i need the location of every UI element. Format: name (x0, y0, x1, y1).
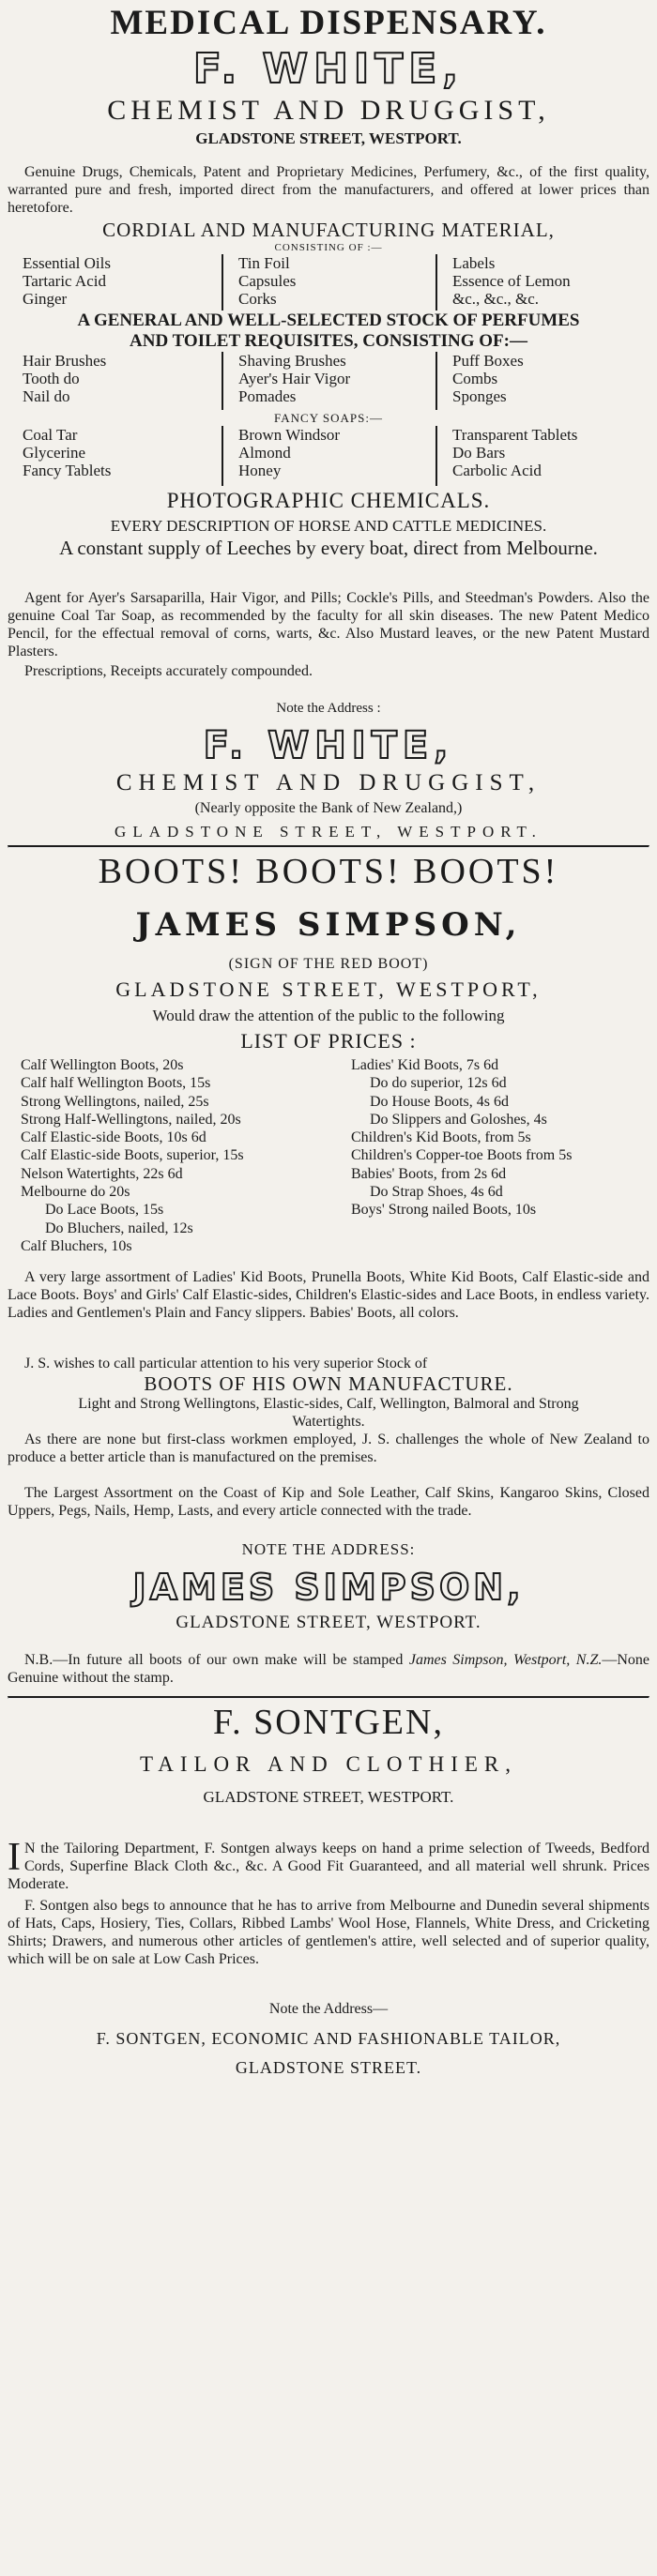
consisting-label: CONSISTING OF :— (274, 242, 383, 253)
list-item: Puff Boxes (452, 352, 524, 370)
soaps-label: FANCY SOAPS:— (274, 411, 383, 425)
list-item: Hair Brushes (23, 352, 107, 370)
toilet-col (8, 352, 222, 410)
list-item: Essential Oils (23, 254, 111, 272)
medical-address: GLADSTONE STREET, WESTPORT. (195, 129, 462, 147)
price-row: Do do superior, 12s 6d (370, 1075, 507, 1092)
cordial-list (8, 254, 649, 311)
toilet-col (435, 352, 649, 410)
tailor-footer-address: GLADSTONE STREET. (235, 2058, 422, 2077)
own-make-heading: BOOTS OF HIS OWN MANUFACTURE. (144, 1372, 513, 1395)
medical-note: Note the Address : (276, 701, 381, 716)
price-row: Boys' Strong nailed Boots, 10s (351, 1202, 537, 1219)
soap-col (435, 426, 649, 486)
simpson-logo-2: JAMES SIMPSON, (132, 1567, 525, 1608)
cordial-col (435, 254, 649, 311)
price-row: Nelson Watertights, 22s 6d (21, 1165, 183, 1182)
list-item: Essence of Lemon (452, 272, 571, 290)
price-row: Strong Wellingtons, nailed, 25s (21, 1093, 209, 1110)
price-list (8, 1056, 649, 1265)
price-row: Do House Boots, 4s 6d (370, 1093, 510, 1110)
leeches-notice: A constant supply of Leeches by every boat, direct from Melbourne. (59, 537, 598, 559)
tailor-paragraph-1-text: N the Tailoring Department, F. Sontgen always keeps on hand a prime selection of Tweeds, Bedford Cords, Superfine Black Cloth &c., &c. A Good Fit Guaranteed, and all material well shrunk. Prices Moderate. (8, 1841, 649, 1892)
opposite-bank: (Nearly opposite the Bank of New Zealand,) (194, 800, 463, 816)
price-row: Strong Half-Wellingtons, nailed, 20s (21, 1111, 241, 1128)
medical-address-2: GLADSTONE STREET, WESTPORT. (115, 823, 542, 841)
price-row: Ladies' Kid Boots, 7s 6d (351, 1057, 499, 1073)
red-boot-sign: (SIGN OF THE RED BOOT) (228, 956, 429, 972)
largest-paragraph: The Largest Assortment on the Coast of Kip and Sole Leather, Calf Skins, Kangaroo Skins, Closed Uppers, Pegs, Nails, Hemp, Lasts, and every article connected with the trade. (8, 1485, 649, 1519)
list-item: Carbolic Acid (452, 462, 542, 479)
list-item: Corks (238, 290, 277, 308)
nb-paragraph (8, 1651, 649, 1696)
list-item: Ayer's Hair Vigor (238, 370, 351, 387)
boots-note: NOTE THE ADDRESS: (241, 1540, 416, 1558)
cordial-col (8, 254, 222, 311)
list-item: &c., &c., &c. (452, 290, 540, 308)
list-item: Labels (452, 254, 496, 272)
list-item: Tartaric Acid (23, 272, 106, 290)
boots-ad (8, 848, 649, 1696)
sontgen-name: F. SONTGEN, (213, 1703, 444, 1742)
list-item: Coal Tar (23, 426, 78, 444)
tailor-trade: TAILOR AND CLOTHIER, (140, 1752, 517, 1776)
toilet-list (8, 352, 649, 410)
price-row: Do Strap Shoes, 4s 6d (370, 1184, 503, 1201)
price-row: Babies' Boots, from 2s 6d (351, 1165, 507, 1182)
soap-list (8, 426, 649, 486)
price-row: Calf Wellington Boots, 20s (21, 1057, 184, 1073)
tailor-address: GLADSTONE STREET, WESTPORT. (203, 1788, 454, 1806)
list-item: Brown Windsor (238, 426, 341, 444)
toilet-col (222, 352, 435, 410)
prescriptions-line: Prescriptions, Receipts accurately compounded. (24, 663, 313, 679)
list-item: Tin Foil (238, 254, 290, 272)
cordial-heading: CORDIAL AND MANUFACTURING MATERIAL, (102, 219, 555, 241)
list-item: Pomades (238, 387, 297, 405)
list-item: Almond (238, 444, 291, 462)
price-row: Do Slippers and Goloshes, 4s (370, 1111, 547, 1128)
price-row: Do Lace Boots, 15s (45, 1202, 164, 1219)
list-item: Sponges (452, 387, 507, 405)
challenge-paragraph: As there are none but first-class workmen employed, J. S. challenges the whole of New Zealand to produce a better article than is manufactured on the premises. (8, 1432, 649, 1465)
medical-trade: CHEMIST AND DRUGGIST, (107, 95, 550, 126)
prices-heading: LIST OF PRICES : (240, 1029, 417, 1053)
agent-paragraph: Agent for Ayer's Sarsaparilla, Hair Vigor, and Pills; Cockle's Pills, and Steedman's Powders. Also the genuine Coal Tar Soap, as recommended by the faculty for all skin diseases. The new Patent Medico Pencil, for the effectual removal of corns, warts, &c. Also Mustard leaves, or the new Patent Mustard Plasters. (8, 590, 649, 659)
tailor-note: Note the Address— (268, 2001, 389, 2017)
soap-col (8, 426, 222, 486)
list-item: Nail do (23, 387, 70, 405)
list-item: Combs (452, 370, 498, 387)
tailor-paragraph-1 (8, 1836, 649, 1897)
nb-prefix: N.B.—In future all boots of our own make will be stamped (24, 1652, 404, 1668)
price-col-right (328, 1056, 649, 1265)
wishes-line: J. S. wishes to call particular attention to his very superior Stock of (24, 1356, 428, 1371)
drop-cap: I (8, 1836, 21, 1879)
medical-banner: MEDICAL DISPENSARY. (110, 4, 547, 42)
boots-banner: BOOTS! BOOTS! BOOTS! (98, 852, 559, 891)
medical-dispensary-ad (8, 0, 649, 845)
soap-col (222, 426, 435, 486)
boots-address: GLADSTONE STREET, WESTPORT, (115, 977, 542, 1001)
perfumes-heading-2: AND TOILET REQUISITES, CONSISTING OF:— (130, 331, 527, 351)
price-row: Melbourne do 20s (21, 1184, 130, 1201)
perfumes-heading-1: A GENERAL AND WELL-SELECTED STOCK OF PERFUMES (77, 311, 580, 330)
assortment-paragraph: A very large assortment of Ladies' Kid Boots, Prunella Boots, White Kid Boots, Calf Elastic-side and Lace Boots. Boys' and Girls' Calf Elastic-sides, Children's Elastic-sides and Lace Boots, in endless variety. Ladies and Gentlemen's Plain and Fancy slippers. Babies' Boots, all colors. (8, 1269, 649, 1321)
list-item: Tooth do (23, 370, 80, 387)
price-row: Do Bluchers, nailed, 12s (45, 1220, 193, 1236)
price-row: Children's Kid Boots, from 5s (351, 1129, 531, 1146)
white-logo-2: F. WHITE, (203, 724, 454, 767)
list-item: Fancy Tablets (23, 462, 112, 479)
list-item: Glycerine (23, 444, 86, 462)
price-row: Calf Bluchers, 10s (21, 1237, 132, 1254)
price-row: Calf Elastic-side Boots, 10s 6d (21, 1129, 206, 1146)
list-item: Shaving Brushes (238, 352, 346, 370)
horse-heading: EVERY DESCRIPTION OF HORSE AND CATTLE MEDICINES. (110, 517, 547, 535)
cordial-col (222, 254, 435, 311)
simpson-logo: JAMES SIMPSON, (135, 906, 522, 944)
price-row: Calf Elastic-side Boots, superior, 15s (21, 1147, 244, 1164)
light-strong-line: Light and Strong Wellingtons, Elastic-sides, Calf, Wellington, Balmoral and Strong Watertights. (78, 1396, 579, 1430)
price-row: Children's Copper-toe Boots from 5s (351, 1147, 573, 1164)
list-item: Capsules (238, 272, 297, 290)
list-item: Honey (238, 462, 282, 479)
white-logo: F. WHITE, (192, 45, 465, 93)
medical-trade-2: CHEMIST AND DRUGGIST, (115, 770, 542, 796)
list-item: Do Bars (452, 444, 506, 462)
list-item: Ginger (23, 290, 68, 308)
medical-intro: Genuine Drugs, Chemicals, Patent and Proprietary Medicines, Perfumery, &c., of the first quality, warranted pure and fresh, imported direct from the manufacturers, and offered at lower prices than heretofore. (8, 164, 649, 216)
list-item: Transparent Tablets (452, 426, 578, 444)
tailor-ad (8, 1699, 649, 2077)
price-col-left (8, 1056, 328, 1265)
boots-intro: Would draw the attention of the public to the following (152, 1007, 505, 1024)
nb-suffix: —None Genuine without the stamp. (8, 1652, 650, 1686)
photo-heading: PHOTOGRAPHIC CHEMICALS. (166, 489, 491, 512)
boots-address-2: GLADSTONE STREET, WESTPORT. (176, 1613, 481, 1632)
tailor-footer-name: F. SONTGEN, ECONOMIC AND FASHIONABLE TAILOR, (96, 2029, 561, 2048)
tailor-paragraph-2: F. Sontgen also begs to announce that he has to arrive from Melbourne and Dunedin several shipments of Hats, Caps, Hosiery, Ties, Collars, Ribbed Lambs' Wool Hose, Flannels, White Dress, and Cricketing Shirts; Drawers, and numerous other articles of gentlemen's attire, well selected and of superior quality, which will be on sale at Low Cash Prices. (8, 1898, 649, 1967)
price-row: Calf half Wellington Boots, 15s (21, 1075, 211, 1092)
nb-stamp: James Simpson, Westport, N.Z. (408, 1652, 603, 1668)
